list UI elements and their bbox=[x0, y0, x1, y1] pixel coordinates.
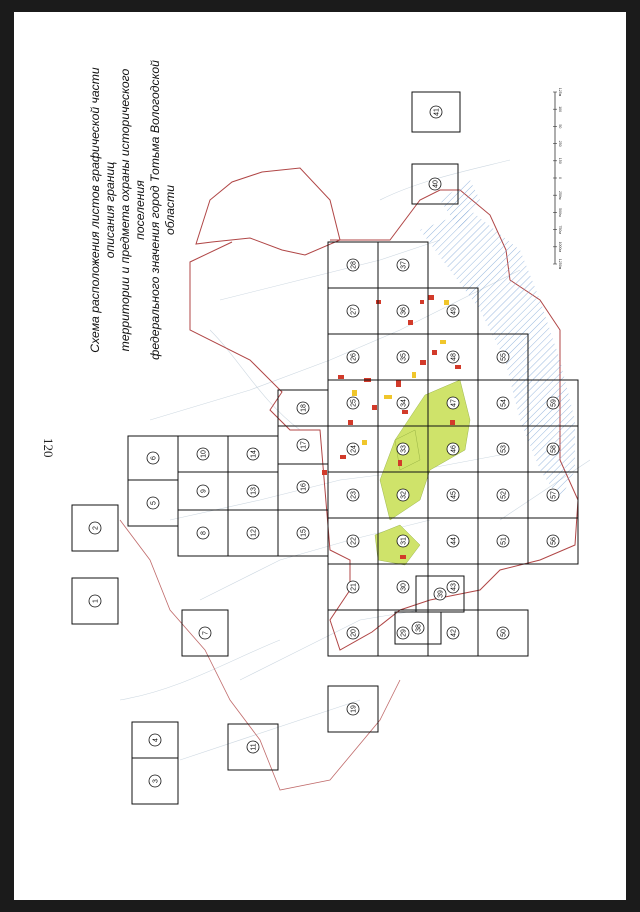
sheet-number-33: 33 bbox=[400, 445, 408, 453]
sheet-number-21: 21 bbox=[350, 583, 358, 591]
sheet-cell-9 bbox=[178, 472, 228, 510]
sheet-number-41: 41 bbox=[433, 108, 441, 116]
sheet-number-23: 23 bbox=[350, 491, 358, 499]
sheet-number-14: 14 bbox=[250, 450, 258, 458]
sheet-number-27: 27 bbox=[350, 307, 358, 315]
sheet-number-3: 3 bbox=[152, 779, 160, 783]
sheet-cell-27 bbox=[328, 288, 378, 334]
sheet-cell-37 bbox=[378, 242, 428, 288]
sheet-cell-2 bbox=[72, 505, 118, 551]
sheet-cell-48 bbox=[428, 334, 478, 380]
scale-label: 125м bbox=[558, 87, 562, 97]
sheet-cell-6 bbox=[128, 436, 178, 480]
sheet-cell-56 bbox=[528, 518, 578, 564]
sheet-number-13: 13 bbox=[250, 487, 258, 495]
sheet-number-9: 9 bbox=[200, 489, 208, 493]
sheet-number-38: 38 bbox=[415, 624, 423, 632]
sheet-number-31: 31 bbox=[400, 537, 408, 545]
sheet-number-59: 59 bbox=[550, 399, 558, 407]
sheet-number-45: 45 bbox=[450, 491, 458, 499]
sheet-number-51: 51 bbox=[500, 537, 508, 545]
sheet-number-7: 7 bbox=[202, 631, 210, 635]
sheet-number-29: 29 bbox=[400, 629, 408, 637]
sheet-number-2: 2 bbox=[92, 526, 100, 530]
scale-label: 50 bbox=[558, 124, 562, 129]
sheet-number-1: 1 bbox=[92, 599, 100, 603]
sheet-number-53: 53 bbox=[500, 445, 508, 453]
sheet-cell-21 bbox=[328, 564, 378, 610]
sheet-number-24: 24 bbox=[350, 445, 358, 453]
title-line-1: Схема расположения листов графической части описания границ bbox=[88, 67, 117, 353]
sheet-cell-26 bbox=[328, 334, 378, 380]
sheet-number-15: 15 bbox=[300, 529, 308, 537]
sheet-cell-14 bbox=[228, 436, 278, 472]
sheet-cell-16 bbox=[278, 464, 328, 510]
sheet-cell-3 bbox=[132, 758, 178, 804]
sheet-number-39: 39 bbox=[437, 590, 445, 598]
sheet-cell-4 bbox=[132, 722, 178, 758]
sheet-number-20: 20 bbox=[350, 629, 358, 637]
sheet-number-49: 49 bbox=[450, 307, 458, 315]
sheet-number-42: 42 bbox=[450, 629, 458, 637]
sheet-number-12: 12 bbox=[250, 529, 258, 537]
sheet-number-10: 10 bbox=[200, 450, 208, 458]
sheet-number-44: 44 bbox=[450, 537, 458, 545]
sheet-cell-45 bbox=[428, 472, 478, 518]
scale-label: 1250м bbox=[558, 258, 562, 270]
sheet-cell-19 bbox=[328, 686, 378, 732]
sheet-cell-25 bbox=[328, 380, 378, 426]
sheet-number-37: 37 bbox=[400, 261, 408, 269]
sheet-cell-24 bbox=[328, 426, 378, 472]
sheet-cell-41 bbox=[412, 92, 460, 132]
page-number-text: 120 bbox=[41, 438, 56, 458]
sheet-number-46: 46 bbox=[450, 445, 458, 453]
sheet-cell-52 bbox=[478, 472, 528, 518]
outer-boundary bbox=[120, 520, 400, 790]
scale-label: 250м bbox=[558, 190, 562, 200]
sheet-number-40: 40 bbox=[432, 180, 440, 188]
sheet-cell-10 bbox=[178, 436, 228, 472]
sheet-number-25: 25 bbox=[350, 399, 358, 407]
sheet-number-16: 16 bbox=[300, 483, 308, 491]
sheet-number-50: 50 bbox=[500, 629, 508, 637]
sheet-number-22: 22 bbox=[350, 537, 358, 545]
sheet-number-30: 30 bbox=[400, 583, 408, 591]
sheet-number-11: 11 bbox=[250, 743, 258, 751]
sheet-number-34: 34 bbox=[400, 399, 408, 407]
sheet-number-32: 32 bbox=[400, 491, 408, 499]
sheet-cell-51 bbox=[478, 518, 528, 564]
scale-label: 500м bbox=[558, 208, 562, 217]
sheet-cell-18 bbox=[278, 390, 328, 426]
sheet-number-54: 54 bbox=[500, 399, 508, 407]
sheet-cell-36 bbox=[378, 288, 428, 334]
sheet-number-58: 58 bbox=[550, 445, 558, 453]
sheet-cell-35 bbox=[378, 334, 428, 380]
scale-label: 100 bbox=[558, 106, 562, 113]
sheet-number-55: 55 bbox=[500, 353, 508, 361]
sheet-number-52: 52 bbox=[500, 491, 508, 499]
sheet-cell-8 bbox=[178, 510, 228, 556]
sheet-cell-39 bbox=[416, 576, 464, 612]
scale-label: 250 bbox=[558, 140, 562, 147]
sheet-number-48: 48 bbox=[450, 353, 458, 361]
sheet-number-28: 28 bbox=[350, 261, 358, 269]
sheet-cell-13 bbox=[228, 472, 278, 510]
sheet-number-56: 56 bbox=[550, 537, 558, 545]
sheet-number-18: 18 bbox=[300, 404, 308, 412]
sheet-number-57: 57 bbox=[550, 491, 558, 499]
scale-label: 1000м bbox=[558, 241, 562, 253]
sheet-cell-22 bbox=[328, 518, 378, 564]
title-line-3: федерального значения город Тотьма Вологодской области bbox=[148, 60, 177, 360]
sheet-number-36: 36 bbox=[400, 307, 408, 315]
scale-bar bbox=[553, 88, 562, 270]
scale-label: 0 bbox=[558, 177, 562, 179]
title-line-2: территории и предмета охраны исторического поселения bbox=[118, 68, 147, 352]
sheet-cell-42 bbox=[428, 610, 478, 656]
sheet-cell-23 bbox=[328, 472, 378, 518]
sheet-cell-15 bbox=[278, 510, 328, 556]
sheet-number-47: 47 bbox=[450, 399, 458, 407]
sheet-cell-1 bbox=[72, 578, 118, 624]
scale-label: 150 bbox=[558, 157, 562, 164]
sheet-cell-50 bbox=[478, 610, 528, 656]
sheet-number-8: 8 bbox=[200, 531, 208, 535]
sheet-number-26: 26 bbox=[350, 353, 358, 361]
sheet-number-17: 17 bbox=[300, 441, 308, 449]
sheet-cell-44 bbox=[428, 518, 478, 564]
sheet-cell-5 bbox=[128, 480, 178, 526]
sheet-number-19: 19 bbox=[350, 705, 358, 713]
sheet-cell-53 bbox=[478, 426, 528, 472]
scale-label: 750м bbox=[558, 225, 562, 234]
sheet-cell-43 bbox=[428, 564, 478, 610]
sheet-number-5: 5 bbox=[150, 501, 158, 505]
sheet-cell-7 bbox=[182, 610, 228, 656]
sheet-number-35: 35 bbox=[400, 353, 408, 361]
sheet-number-4: 4 bbox=[152, 738, 160, 742]
sheet-number-43: 43 bbox=[450, 583, 458, 591]
sheet-number-6: 6 bbox=[150, 456, 158, 460]
sheet-cell-28 bbox=[328, 242, 378, 288]
sheet-cell-12 bbox=[228, 510, 278, 556]
